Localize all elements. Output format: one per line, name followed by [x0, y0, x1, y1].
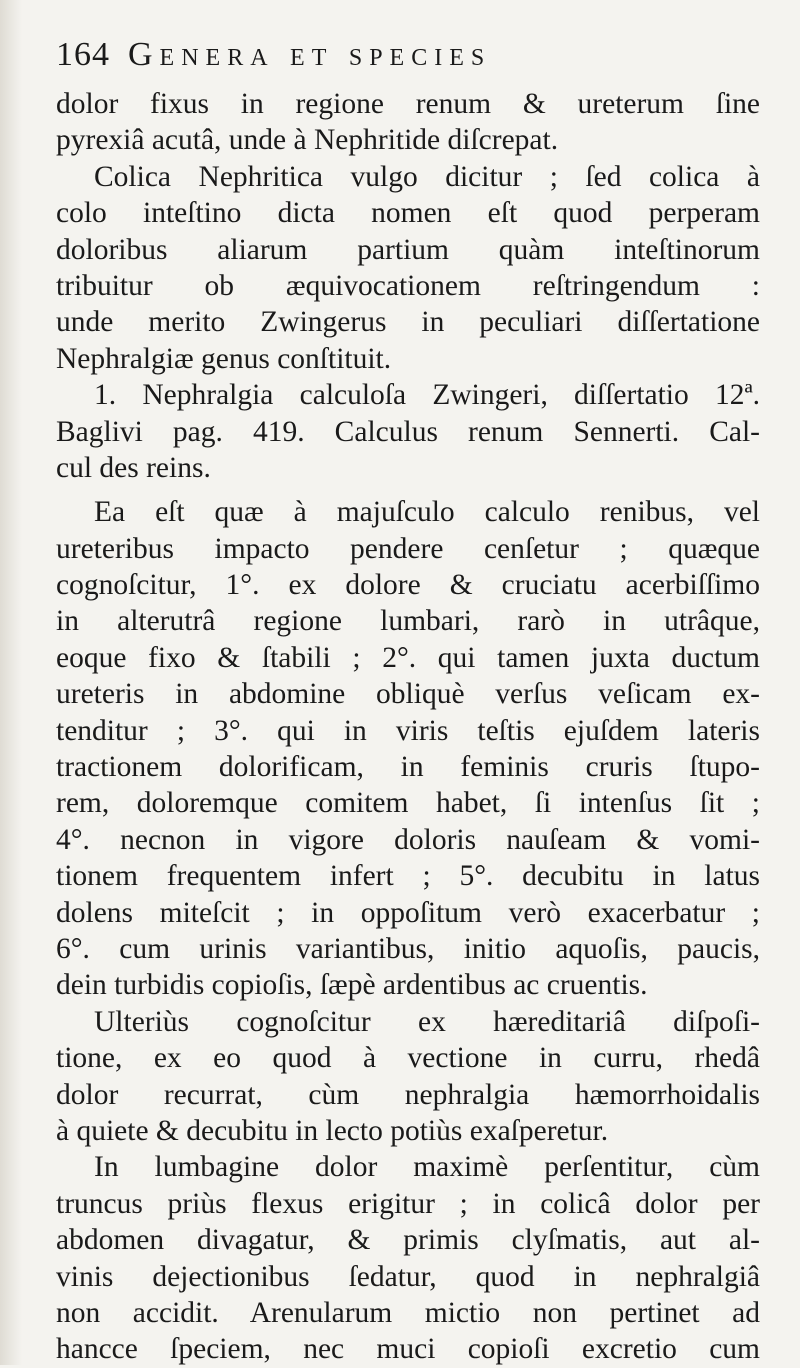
text-line: rem, doloremque comitem habet, ſi intenſus ſit ; [56, 787, 760, 820]
paragraph [56, 159, 760, 377]
paragraph [56, 494, 760, 1003]
paragraph [56, 1149, 760, 1367]
text-line: in alterutrâ regione lumbari, rarò in utrâque, [56, 605, 760, 638]
text-line: In lumbagine dolor maximè perſentitur, cùm [94, 1151, 760, 1184]
body-text [56, 86, 760, 1368]
paragraph [56, 86, 760, 159]
text-line: dolens miteſcit ; in oppoſitum verò exacerbatur ; [56, 896, 760, 929]
text-line: 4°. necnon in vigore doloris nauſeam & vomi- [56, 823, 760, 856]
text-line: à quiete & decubitu in lecto potiùs exaſperetur. [56, 1114, 609, 1147]
text-line: tione, ex eo quod à vectione in curru, rhedâ [56, 1042, 760, 1075]
text-line: pyrexiâ acutâ, unde à Nephritide diſcrepat. [56, 124, 559, 157]
text-line: dein turbidis copioſis, ſæpè ardentibus ac cruentis. [56, 969, 648, 1002]
text-line: cul des reins. [56, 451, 211, 484]
text-line: unde merito Zwingerus in peculiari diſſertatione [56, 306, 760, 339]
text-line: Ea eſt quæ à majuſculo calculo renibus, vel [94, 496, 760, 529]
text-line: Ulteriùs cognoſcitur ex hæreditariâ diſpoſi- [94, 1005, 760, 1038]
text-line: Colica Nephritica vulgo dicitur ; ſed colica à [94, 160, 760, 193]
text-line: 6°. cum urinis variantibus, initio aquoſis, paucis, [56, 932, 760, 965]
running-head [56, 36, 760, 86]
text-line: eoque fixo & ſtabili ; 2°. qui tamen juxta ductum [56, 641, 760, 674]
text-line: tionem frequentem infert ; 5°. decubitu in latus [56, 860, 760, 893]
paragraph [56, 1004, 760, 1150]
text-line: abdomen divagatur, & primis clyſmatis, aut al- [56, 1224, 760, 1257]
text-line: non accidit. Arenularum mictio non pertinet ad [56, 1296, 760, 1329]
text-line: dolor fixus in regione renum & ureterum ſine [56, 88, 760, 120]
text-line: tenditur ; 3°. qui in viris teſtis ejuſdem lateris [56, 714, 760, 747]
text-line: truncus priùs flexus erigitur ; in colicâ dolor per [56, 1187, 760, 1220]
text-line: ureteribus impacto pendere cenſetur ; quæque [56, 532, 760, 565]
text-line: ureteris in abdomine obliquè verſus veſicam ex- [56, 678, 760, 711]
text-line: colo inteſtino dicta nomen eſt quod perperam [56, 197, 760, 230]
page-number: 164 [56, 36, 110, 73]
text-line: cognoſcitur, 1°. ex dolore & cruciatu acerbiſſimo [56, 569, 760, 602]
text-line: Baglivi pag. 419. Calculus renum Sennerti. Cal- [56, 415, 760, 448]
text-line: Nephralgiæ genus conſtituit. [56, 342, 392, 375]
text-line: 1. Nephralgia calculoſa Zwingeri, diſſertatio 12ª. [94, 379, 760, 412]
text-line: dolor recurrat, cùm nephralgia hæmorrhoidalis [56, 1078, 760, 1111]
text-line: vinis dejectionibus ſedatur, quod in nephralgiâ [56, 1260, 760, 1293]
running-title: Genera et species [128, 36, 492, 73]
page-edge-shadow [0, 0, 22, 1365]
text-line: doloribus aliarum partium quàm inteſtinorum [56, 233, 760, 266]
paragraph [56, 377, 760, 486]
text-line: tribuitur ob æquivocationem reſtringendum : [56, 269, 760, 302]
text-line: hancce ſpeciem, nec muci copioſi excretio cum [56, 1333, 760, 1366]
text-line: tractionem dolorificam, in feminis cruris ſtupo- [56, 751, 760, 784]
paragraph-gap [56, 486, 760, 494]
